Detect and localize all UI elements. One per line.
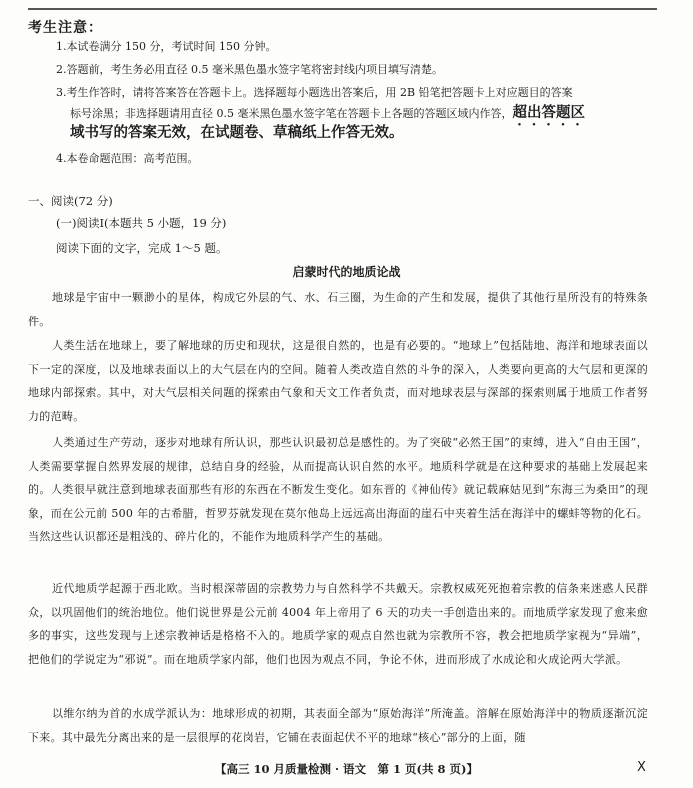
top-rule — [28, 8, 657, 10]
sub-section-heading: (一)阅读Ⅰ(本题共 5 小题，19 分) — [56, 216, 227, 230]
notice-item-3-text: 标号涂黑；非选择题请用直径 0.5 毫米黑色墨水签字笔在答题卡上各题的答题区域内作答， — [70, 107, 513, 120]
section-heading: 一、阅读(72 分) — [28, 194, 113, 208]
footer-mark: X — [637, 760, 646, 775]
page-footer: 【高三 10 月质量检测 · 语文 第 1 页(共 8 页)】 — [215, 762, 478, 776]
article-paragraph-4: 近代地质学起源于西北欧。当时根深蒂固的宗教势力与自然科学不共戴天。宗教权威死死抱着宗教的信条来迷惑人民群众，以巩固他们的统治地位。他们说世界是公元前 4004 年上帝用了 6 天的功夫一手创造出来的。而地质学家发现了愈来愈多的事实，这些发现与上述宗教神话是格格不入的。地质学家的观点自然也就为宗教所不容，教会把地质学家视为“异端”，把他们的学说定为“邪说”。而在地质学家内部，他们也因为观点不同，争论不休，进而形成了水成论和火成论两大学派。 — [28, 582, 648, 666]
reading-instruction: 阅读下面的文字，完成 1～5 题。 — [56, 241, 228, 255]
article-paragraph-2: 人类生活在地球上，要了解地球的历史和现状，这是很自然的，也是有必要的。“地球上”包括陆地、海洋和地球表面以下一定的深度，以及地球表面以上的大气层在内的空间。随着人类改造自然的斗争的深入，人类要向更高的大气层和更深的地球内部探索。其中，对大气层相关问题的探索由气象和天文工作者负责，而对地球表层与深部的探索则属于地质工作者努力的范畴。 — [28, 339, 648, 423]
notice-item-3-emphasis-start: 超出答题区 — [512, 105, 585, 121]
article-title: 启蒙时代的地质论战 — [292, 265, 401, 279]
article-paragraph-1: 地球是宇宙中一颗渺小的星体，构成它外层的气、水、石三圈，为生命的产生和发展，提供了其他行星所没有的特殊条件。 — [28, 291, 648, 328]
article-paragraph-3: 人类通过生产劳动，逐步对地球有所认识，那些认识最初总是感性的。为了突破“必然王国”的束缚，进入“自由王国”，人类需要掌握自然界发展的规律，总结自身的经验，从而提高认识自然的水平。地质科学就是在这种要求的基础上发展起来的。人类很早就注意到地球表面那些有形的东西在不断发生变化。如东晋的《神仙传》就记载麻姑见到“东海三为桑田”的现象，而在公元前 500 年的古希腊，哲罗芬就发现在莫尔他岛上远远高出海面的崖石中夹着生活在海洋中的螺蚌等物的化石。当然这些认识都还是粗浅的、碎片化的，不能作为地质科学产生的基础。 — [28, 436, 648, 543]
notice-item-3-emphasis-end: 域书写的答案无效，在试题卷、草稿纸上作答无效。 — [70, 125, 404, 141]
notice-item-2: 2.答题前，考生务必用直径 0.5 毫米黑色墨水签字笔将密封线内项目填写清楚。 — [56, 63, 443, 76]
notice-item-3-line1: 3.考生作答时，请将答案答在答题卡上。选择题每小题选出答案后，用 2B 铅笔把答题卡上对应题目的答案 — [56, 86, 573, 99]
article-paragraph-5: 以维尔纳为首的水成学派认为：地球形成的初期，其表面全部为“原始海洋”所淹盖。溶解在原始海洋中的物质逐渐沉淀下来。其中最先分离出来的是一层很厚的花岗岩，它铺在表面起伏不平的地球“核心”部分的上面，随 — [28, 707, 648, 744]
notice-item-4: 4.本卷命题范围：高考范围。 — [56, 152, 199, 165]
notice-title: 考生注意： — [28, 20, 103, 36]
notice-item-1: 1.本试卷满分 150 分，考试时间 150 分钟。 — [56, 40, 277, 53]
